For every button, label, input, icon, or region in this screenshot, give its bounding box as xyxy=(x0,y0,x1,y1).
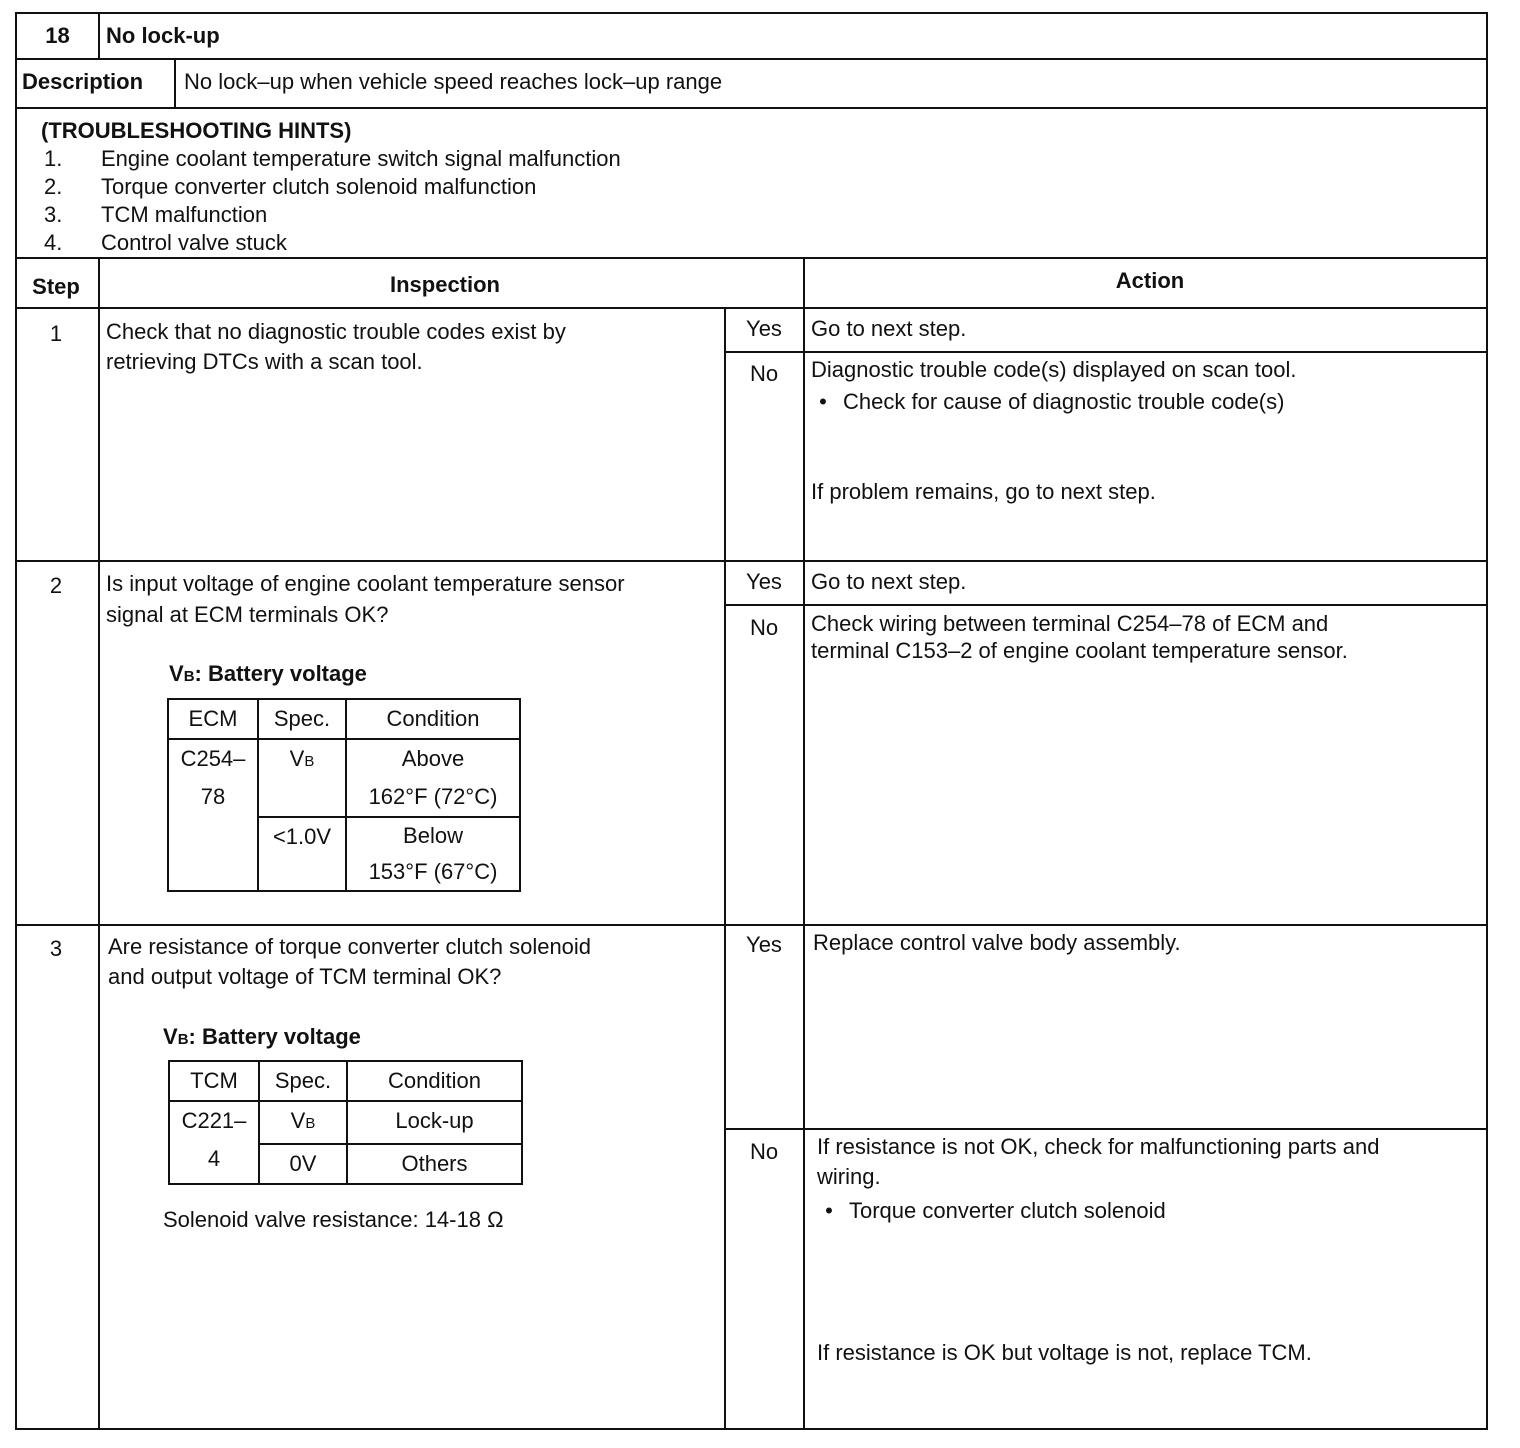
hint-number: 2. xyxy=(44,174,63,199)
procedure-number: 18 xyxy=(45,23,70,48)
hint-text: TCM malfunction xyxy=(101,202,268,227)
hint-text: Control valve stuck xyxy=(101,230,287,255)
no-label: No xyxy=(749,1139,779,1164)
yes-action: Go to next step. xyxy=(811,316,967,341)
hints-title: (TROUBLESHOOTING HINTS) xyxy=(41,118,352,143)
no-action-bullet xyxy=(817,1197,1166,1225)
battery-voltage-note: VB: Battery voltage xyxy=(163,1024,361,1049)
column-header-row xyxy=(17,259,1486,309)
spec-header: Condition xyxy=(346,699,520,739)
condition-value: Others xyxy=(347,1144,522,1184)
spec-value: 0V xyxy=(259,1144,347,1184)
column-inspection: Inspection xyxy=(389,272,500,297)
spec-value: VB xyxy=(259,1101,347,1144)
inspection-text: and output voltage of TCM terminal OK? xyxy=(108,964,502,989)
bullet-text: Check for cause of diagnostic trouble code(s) xyxy=(843,389,1285,414)
yes-no-separator xyxy=(724,604,1488,606)
yes-action: Replace control valve body assembly. xyxy=(813,930,1181,955)
ecm-spec-table xyxy=(167,698,521,892)
step-separator xyxy=(17,560,1488,562)
battery-voltage-note: VB: Battery voltage xyxy=(169,661,367,686)
spec-header: ECM xyxy=(168,699,258,739)
spec-header: Spec. xyxy=(259,1061,347,1101)
spec-value: <1.0V xyxy=(258,817,346,891)
bullet-text: Torque converter clutch solenoid xyxy=(849,1198,1166,1223)
no-action: If resistance is OK but voltage is not, replace TCM. xyxy=(817,1340,1312,1365)
resistance-spec: Solenoid valve resistance: 14-18 Ω xyxy=(163,1207,504,1232)
step-number: 2 xyxy=(49,573,63,598)
inspection-text: signal at ECM terminals OK? xyxy=(106,602,389,627)
tcm-spec-table xyxy=(168,1060,523,1185)
spec-header: Spec. xyxy=(258,699,346,739)
no-action: Diagnostic trouble code(s) displayed on scan tool. xyxy=(811,357,1297,382)
column-step: Step xyxy=(32,274,80,299)
divider xyxy=(803,309,805,1430)
spec-header: TCM xyxy=(169,1061,259,1101)
yes-no-separator xyxy=(724,351,1488,353)
step-number: 1 xyxy=(49,321,63,346)
no-action: If resistance is not OK, check for malfunctioning parts and xyxy=(817,1134,1380,1159)
no-action: terminal C153–2 of engine coolant temperature sensor. xyxy=(811,638,1348,663)
procedure-title: No lock-up xyxy=(106,23,220,48)
step-number: 3 xyxy=(49,936,63,961)
bullet-icon: • xyxy=(819,389,827,414)
description-row xyxy=(17,60,1486,109)
no-label: No xyxy=(749,361,779,386)
step-separator xyxy=(17,924,1488,926)
terminal-cell: C254– 78 xyxy=(168,739,258,891)
inspection-text: Are resistance of torque converter clutch solenoid xyxy=(108,934,592,959)
inspection-text: Check that no diagnostic trouble codes exist by xyxy=(106,319,566,344)
no-action: Check wiring between terminal C254–78 of ECM and xyxy=(811,611,1329,636)
hint-number: 3. xyxy=(44,202,63,227)
header-row xyxy=(17,14,1486,60)
divider xyxy=(98,309,100,1430)
description-text: No lock–up when vehicle speed reaches lock–up range xyxy=(184,69,723,94)
column-action: Action xyxy=(1115,268,1185,293)
condition-value: Above 162°F (72°C) xyxy=(346,739,520,817)
inspection-text: retrieving DTCs with a scan tool. xyxy=(106,349,423,374)
hint-text: Engine coolant temperature switch signal malfunction xyxy=(101,146,621,171)
troubleshooting-sheet xyxy=(15,12,1488,1430)
condition-value: Below 153°F (67°C) xyxy=(346,817,520,891)
spec-value: VB xyxy=(258,739,346,817)
hint-number: 4. xyxy=(44,230,63,255)
description-label: Description xyxy=(22,69,144,94)
yes-label: Yes xyxy=(746,316,782,341)
spec-header: Condition xyxy=(347,1061,522,1101)
terminal-cell: C221– 4 xyxy=(169,1101,259,1184)
no-action: If problem remains, go to next step. xyxy=(811,479,1156,504)
no-action-bullet xyxy=(811,388,1284,416)
condition-value: Lock-up xyxy=(347,1101,522,1144)
bullet-icon: • xyxy=(825,1198,833,1223)
inspection-text: Is input voltage of engine coolant temperature sensor xyxy=(106,571,625,596)
no-action: wiring. xyxy=(817,1164,881,1189)
hint-text: Torque converter clutch solenoid malfunction xyxy=(101,174,537,199)
no-label: No xyxy=(749,615,779,640)
yes-no-separator xyxy=(724,1128,1488,1130)
yes-label: Yes xyxy=(746,932,782,957)
yes-action: Go to next step. xyxy=(811,569,967,594)
troubleshooting-hints xyxy=(17,109,1486,259)
yes-label: Yes xyxy=(746,569,782,594)
hint-number: 1. xyxy=(44,146,63,171)
divider xyxy=(724,309,726,1430)
